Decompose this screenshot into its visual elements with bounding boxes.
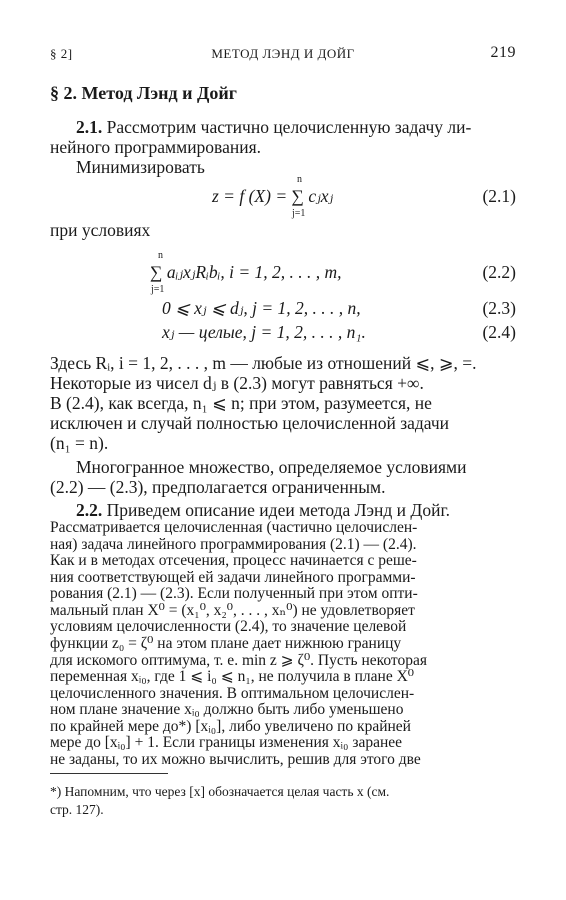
text-line: Приведем описание идеи метода Лэнд и Дойг. bbox=[106, 500, 451, 520]
equation-2-3 bbox=[162, 298, 361, 319]
text-line: (2.2) — (2.3), предполагается ограниченным. bbox=[50, 477, 386, 497]
text-line: Здесь Rᵢ, i = 1, 2, . . . , m — любые из отношений ⩽, ⩾, =. bbox=[50, 353, 477, 373]
equation-body: ∑ aᵢⱼxⱼRᵢbᵢ, i = 1, 2, . . . , m, bbox=[150, 262, 342, 282]
running-header bbox=[50, 46, 516, 68]
equation-2-1 bbox=[212, 186, 333, 207]
paragraph-2-1 bbox=[50, 117, 542, 137]
text-line: ния соответствующей ей задачи линейного программи- bbox=[50, 569, 416, 586]
text-line: при условиях bbox=[50, 220, 151, 240]
text-line: Минимизировать bbox=[76, 157, 205, 177]
footnote-line: *) Напомним, что через [x] обозначается целая часть x (см. bbox=[50, 784, 390, 799]
section-title: § 2. Метод Лэнд и Дойг bbox=[50, 83, 237, 103]
footnote-rule bbox=[50, 773, 168, 774]
text-line: Рассмотрим частично целочисленную задачу ли- bbox=[106, 117, 472, 137]
paragraph-number: 2.2. bbox=[76, 500, 103, 520]
text-line: В (2.4), как всегда, n₁ ⩽ n; при этом, разумеется, не bbox=[50, 393, 432, 413]
header-title: МЕТОД ЛЭНД И ДОЙГ bbox=[211, 46, 355, 61]
equation-number: (2.4) bbox=[482, 322, 516, 342]
text-line: функции z₀ = ζ⁰ на этом плане дает нижнюю границу bbox=[50, 635, 402, 652]
sum-upper-limit: n bbox=[158, 250, 163, 261]
text-line: нейного программирования. bbox=[50, 137, 262, 157]
equation-2-4 bbox=[162, 322, 366, 343]
text-line: переменная xᵢ₀, где 1 ⩽ i₀ ⩽ n₁, не получила в плане X⁰ bbox=[50, 668, 414, 685]
equation-2-2 bbox=[150, 262, 342, 283]
sum-upper-limit: n bbox=[297, 174, 302, 185]
text-line: ном плане значение xᵢ₀ должно быть либо уменьшено bbox=[50, 701, 404, 718]
text-line: целочисленного значения. В оптимальном целочислен- bbox=[50, 685, 415, 702]
paragraph-2-2 bbox=[50, 500, 542, 520]
equation-body: xⱼ — целые, j = 1, 2, . . . , n₁. bbox=[162, 322, 366, 342]
equation-body: z = f (X) = ∑ cⱼxⱼ bbox=[212, 186, 334, 206]
text-line: Многогранное множество, определяемое условиями bbox=[76, 457, 467, 477]
text-line: Рассматривается целочисленная (частично целочислен- bbox=[50, 519, 418, 536]
text-line: не заданы, то их можно вычислить, решив для этого две bbox=[50, 751, 421, 768]
equation-number: (2.2) bbox=[482, 262, 516, 282]
text-line: мальный план X⁰ = (x₁⁰, x₂⁰, . . . , xₙ⁰) не удовлетворяет bbox=[50, 602, 415, 619]
equation-number: (2.3) bbox=[482, 298, 516, 318]
text-line: рования (2.1) — (2.3). Если полученный при этом опти- bbox=[50, 585, 418, 602]
text-line: (n₁ = n). bbox=[50, 433, 109, 453]
page-number: 219 bbox=[490, 44, 516, 61]
paragraph-number: 2.1. bbox=[76, 117, 103, 137]
footnote-line: стр. 127). bbox=[50, 802, 104, 817]
text-line: Некоторые из чисел dⱼ в (2.3) могут равняться +∞. bbox=[50, 373, 424, 393]
sum-lower-limit: j=1 bbox=[292, 208, 306, 219]
header-section-ref: § 2] bbox=[50, 46, 73, 61]
equation-number: (2.1) bbox=[482, 186, 516, 206]
equation-body: 0 ⩽ xⱼ ⩽ dⱼ, j = 1, 2, . . . , n, bbox=[162, 298, 361, 318]
text-line: ная) задача линейного программирования (2.1) — (2.4). bbox=[50, 536, 417, 553]
sum-lower-limit: j=1 bbox=[151, 284, 165, 295]
text-line: мере до [xᵢ₀] + 1. Если границы изменения xᵢ₀ заранее bbox=[50, 734, 403, 751]
text-line: для искомого оптимума, т. е. min z ⩾ ζ⁰. Пусть некоторая bbox=[50, 652, 428, 669]
text-line: по крайней мере до*) [xᵢ₀], либо увеличено по крайней bbox=[50, 718, 411, 735]
text-line: условиям целочисленности (2.4), то значение целевой bbox=[50, 618, 407, 635]
text-line: исключен и случай полностью целочисленной задачи bbox=[50, 413, 450, 433]
footnote bbox=[50, 783, 516, 819]
text-line: Как и в методах отсечения, процесс начинается с реше- bbox=[50, 552, 417, 569]
